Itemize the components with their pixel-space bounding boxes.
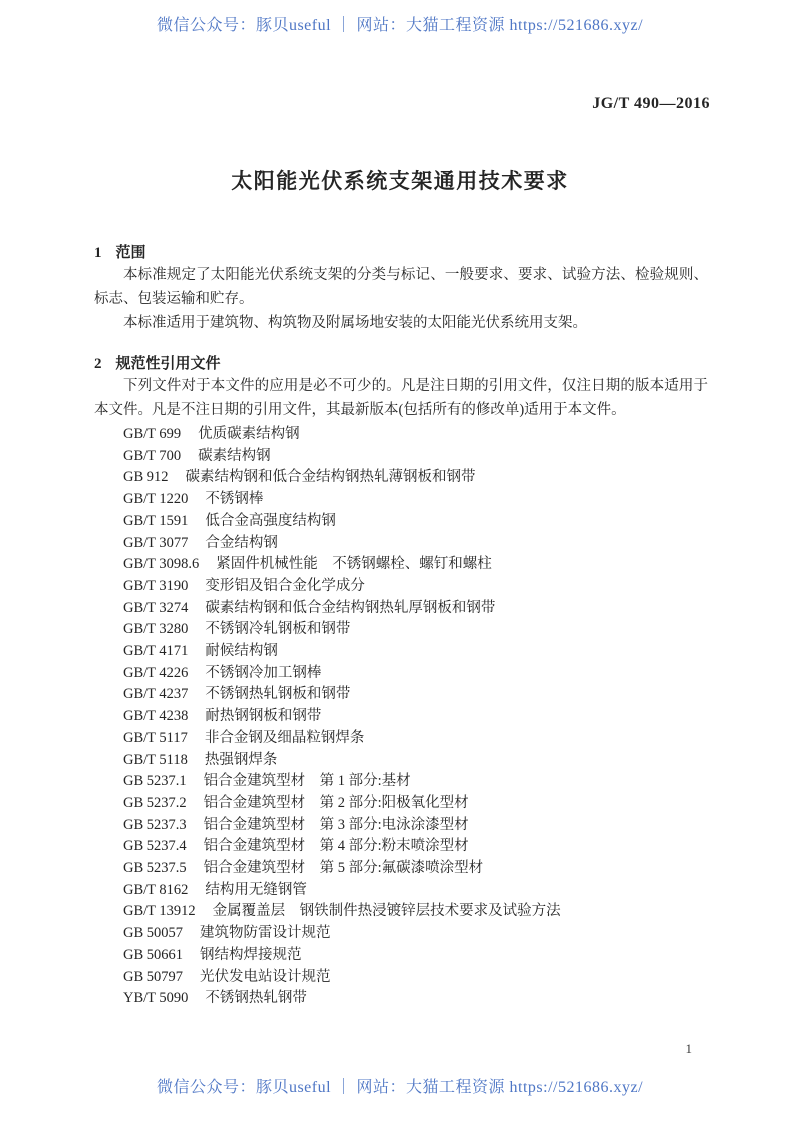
section-1-number: 1 xyxy=(94,245,102,261)
doc-number: JG/T 490—2016 xyxy=(592,95,710,112)
reference-item xyxy=(123,815,708,837)
section-2-number: 2 xyxy=(94,356,102,372)
reference-item xyxy=(123,663,708,685)
reference-item xyxy=(123,641,708,663)
reference-title: 碳素结构钢 xyxy=(198,447,271,464)
reference-item xyxy=(123,706,708,728)
scope-paragraph-1: 本标准规定了太阳能光伏系统支架的分类与标记、一般要求、要求、试验方法、检验规则、标志、包装运输和贮存。 xyxy=(94,267,708,307)
reference-item xyxy=(123,923,708,945)
reference-code: GB/T 3077 xyxy=(123,534,189,551)
reference-item xyxy=(123,424,708,446)
reference-title: 铝合金建筑型材 第 4 部分:粉末喷涂型材 xyxy=(203,838,469,855)
reference-item xyxy=(123,836,708,858)
reference-title: 合金结构钢 xyxy=(205,534,278,551)
reference-code: GB 912 xyxy=(123,469,169,486)
reference-item xyxy=(123,467,708,489)
reference-title: 变形铝及铝合金化学成分 xyxy=(205,577,365,594)
reference-title: 铝合金建筑型材 第 1 部分:基材 xyxy=(203,773,411,790)
reference-code: GB 50057 xyxy=(123,925,184,942)
reference-item xyxy=(123,511,708,533)
reference-code: GB/T 1220 xyxy=(123,491,189,508)
section-2-heading xyxy=(94,354,708,374)
reference-title: 铝合金建筑型材 第 5 部分:氟碳漆喷涂型材 xyxy=(203,860,484,877)
reference-list xyxy=(94,424,708,1010)
watermark-bottom: 微信公众号：豚贝useful ｜ 网站：大猫工程资源 https://521686.xyz/ xyxy=(156,1079,644,1096)
reference-title: 铝合金建筑型材 第 2 部分:阳极氧化型材 xyxy=(203,794,469,811)
reference-item xyxy=(123,967,708,989)
section-2-title: 规范性引用文件 xyxy=(115,356,221,372)
reference-code: GB/T 4237 xyxy=(123,686,189,703)
reference-title: 结构用无缝钢管 xyxy=(205,881,307,898)
reference-title: 非合金钢及细晶粒钢焊条 xyxy=(204,729,365,746)
reference-item xyxy=(123,858,708,880)
reference-code: GB 5237.3 xyxy=(123,816,187,833)
document-body xyxy=(94,243,708,1010)
reference-item xyxy=(123,576,708,598)
reference-title: 不锈钢热轧钢板和钢带 xyxy=(205,686,351,703)
reference-item xyxy=(123,880,708,902)
section-1-heading xyxy=(94,243,708,263)
reference-code: GB/T 5117 xyxy=(123,729,188,746)
reference-code: GB/T 4171 xyxy=(123,643,189,660)
reference-code: GB 5237.2 xyxy=(123,794,187,811)
reference-code: GB/T 13912 xyxy=(123,903,196,920)
scope-paragraph-2: 本标准适用于建筑物、构筑物及附属场地安装的太阳能光伏系统用支架。 xyxy=(123,315,587,331)
reference-code: GB/T 3274 xyxy=(123,599,189,616)
references-intro-paragraph: 下列文件对于本文件的应用是必不可少的。凡是注日期的引用文件，仅注日期的版本适用于本文件。凡是不注日期的引用文件，其最新版本(包括所有的修改单)适用于本文件。 xyxy=(94,378,708,418)
reference-code: GB/T 3280 xyxy=(123,621,189,638)
reference-item xyxy=(123,684,708,706)
reference-title: 碳素结构钢和低合金结构钢热轧薄钢板和钢带 xyxy=(185,469,476,486)
reference-code: GB 5237.1 xyxy=(123,773,187,790)
reference-code: GB/T 4226 xyxy=(123,664,189,681)
section-1-title: 范围 xyxy=(115,245,146,261)
reference-title: 耐候结构钢 xyxy=(205,643,278,660)
reference-title: 耐热钢钢板和钢带 xyxy=(205,708,322,725)
reference-item xyxy=(123,446,708,468)
page-number: 1 xyxy=(685,1041,692,1056)
reference-code: GB/T 699 xyxy=(123,426,182,442)
page-title: 太阳能光伏系统支架通用技术要求 xyxy=(231,169,569,193)
reference-title: 金属覆盖层 钢铁制件热浸镀锌层技术要求及试验方法 xyxy=(212,903,561,920)
reference-item xyxy=(123,945,708,967)
reference-title: 不锈钢冷轧钢板和钢带 xyxy=(205,621,351,638)
reference-code: GB 50661 xyxy=(123,946,184,963)
reference-code: GB/T 1591 xyxy=(123,512,189,529)
reference-title: 碳素结构钢和低合金结构钢热轧厚钢板和钢带 xyxy=(205,599,496,616)
reference-title: 低合金高强度结构钢 xyxy=(205,512,336,529)
reference-code: GB/T 5118 xyxy=(123,751,188,768)
reference-title: 不锈钢棒 xyxy=(205,491,264,508)
reference-title: 紧固件机械性能 不锈钢螺栓、螺钉和螺柱 xyxy=(216,556,492,573)
watermark-top: 微信公众号：豚贝useful ｜ 网站：大猫工程资源 https://521686.xyz/ xyxy=(156,17,644,34)
reference-title: 热强钢焊条 xyxy=(204,751,278,768)
reference-title: 钢结构焊接规范 xyxy=(200,946,302,963)
reference-item xyxy=(123,554,708,576)
reference-code: GB/T 3098.6 xyxy=(123,556,200,573)
reference-item xyxy=(123,793,708,815)
reference-title: 铝合金建筑型材 第 3 部分:电泳涂漆型材 xyxy=(203,816,469,833)
reference-title: 光伏发电站设计规范 xyxy=(200,968,331,985)
reference-title: 优质碳素结构钢 xyxy=(198,426,300,442)
reference-code: GB/T 700 xyxy=(123,447,182,464)
reference-code: GB/T 3190 xyxy=(123,577,189,594)
reference-item xyxy=(123,771,708,793)
reference-item xyxy=(123,598,708,620)
reference-code: GB 50797 xyxy=(123,968,184,985)
reference-item xyxy=(123,619,708,641)
reference-item xyxy=(123,988,708,1010)
reference-title: 建筑物防雷设计规范 xyxy=(200,925,331,942)
reference-code: GB/T 8162 xyxy=(123,881,189,898)
reference-title: 不锈钢热轧钢带 xyxy=(205,990,307,1007)
reference-code: GB 5237.4 xyxy=(123,838,187,855)
reference-code: GB 5237.5 xyxy=(123,860,187,877)
reference-item xyxy=(123,901,708,923)
reference-code: GB/T 4238 xyxy=(123,708,189,725)
reference-item xyxy=(123,489,708,511)
reference-item xyxy=(123,750,708,772)
reference-item xyxy=(123,728,708,750)
reference-title: 不锈钢冷加工钢棒 xyxy=(205,664,322,681)
reference-item xyxy=(123,533,708,555)
reference-code: YB/T 5090 xyxy=(123,990,189,1007)
